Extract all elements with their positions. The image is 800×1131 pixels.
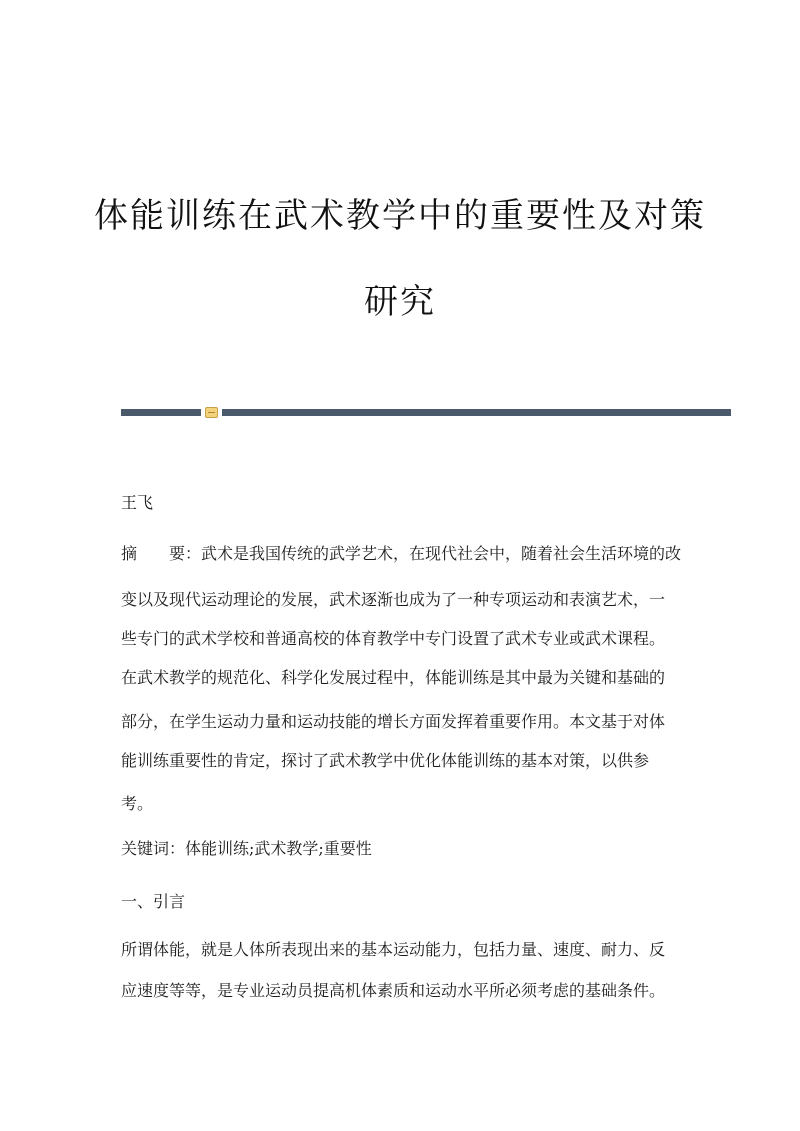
section-heading: 一、引言	[121, 892, 186, 911]
folder-icon	[205, 407, 218, 418]
author-name: 王飞	[121, 493, 154, 512]
title-line-2: 研究	[364, 282, 436, 322]
keywords-value: 体能训练;武术教学;重要性	[185, 839, 372, 858]
abstract-line-1	[121, 541, 681, 564]
abstract-label: 摘 要：	[121, 544, 202, 563]
abstract-line-2: 变以及现代运动理论的发展，武术逐渐也成为了一种专项运动和表演艺术，一	[121, 590, 666, 609]
divider-right	[222, 409, 731, 416]
abstract-line-5: 部分，在学生运动力量和运动技能的增长方面发挥着重要作用。本文基于对体	[121, 712, 666, 731]
keywords-line	[121, 836, 372, 859]
divider-left	[121, 409, 201, 416]
abstract-line-7: 考。	[121, 794, 154, 813]
abstract-text: 武术是我国传统的武学艺术，在现代社会中，随着社会生活环境的改	[201, 544, 682, 563]
body-line-1: 所谓体能，就是人体所表现出来的基本运动能力，包括力量、速度、耐力、反	[121, 940, 666, 959]
title-line-1: 体能训练在武术教学中的重要性及对策	[94, 196, 706, 236]
abstract-line-6: 能训练重要性的肯定，探讨了武术教学中优化体能训练的基本对策，以供参	[121, 751, 650, 770]
abstract-line-3: 些专门的武术学校和普通高校的体育教学中专门设置了武术专业或武术课程。	[121, 629, 666, 648]
keywords-label: 关键词：	[121, 839, 186, 858]
body-line-2: 应速度等等，是专业运动员提高机体素质和运动水平所必须考虑的基础条件。	[121, 981, 666, 1000]
abstract-line-4: 在武术教学的规范化、科学化发展过程中，体能训练是其中最为关键和基础的	[121, 668, 666, 687]
